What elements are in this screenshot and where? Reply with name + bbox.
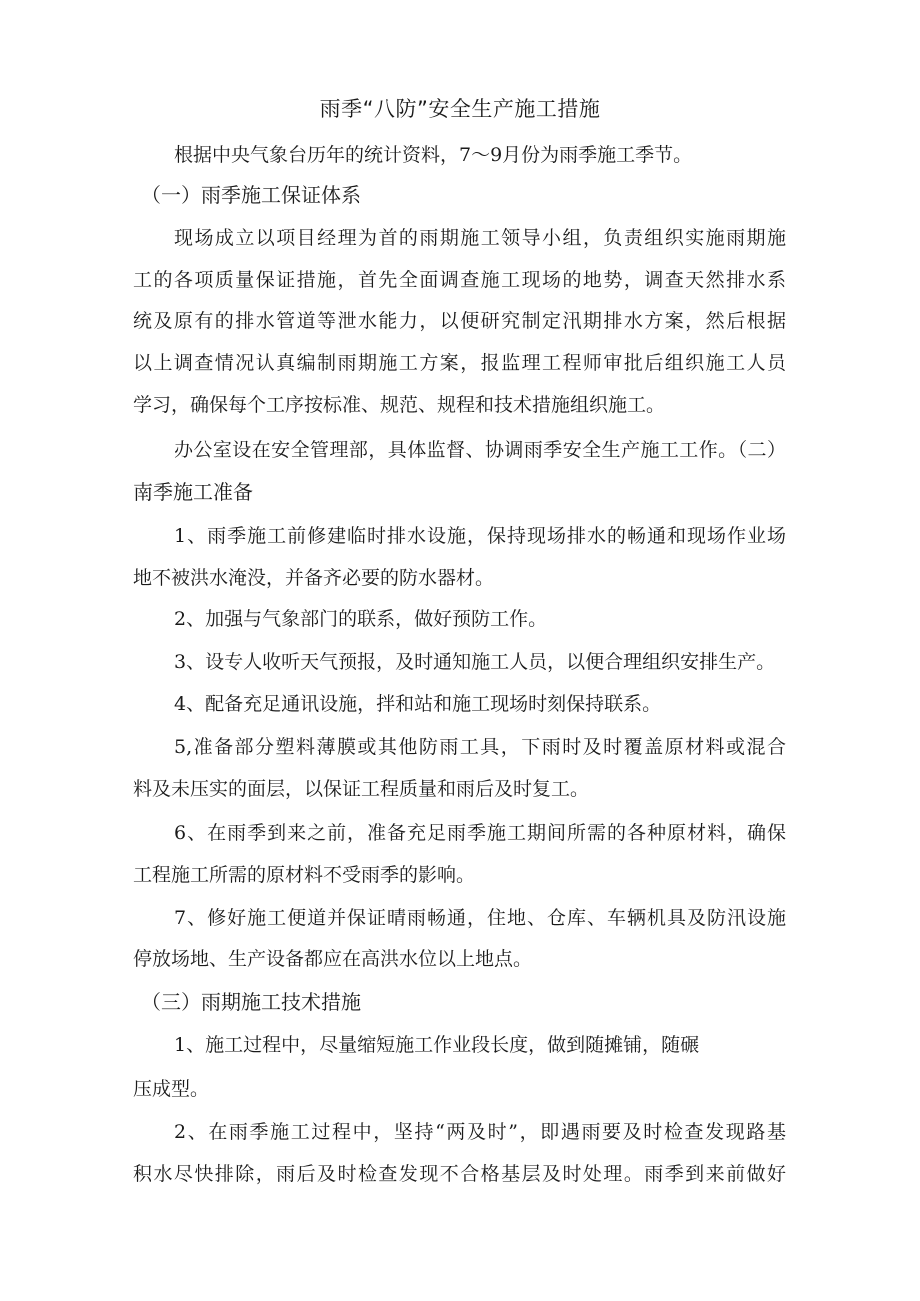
list-item: 6、在雨季到来之前，准备充足雨季施工期间所需的各种原材料，确保: [174, 822, 786, 844]
list-item: 1、雨季施工前修建临时排水设施，保持现场排水的畅通和现场作业场: [174, 525, 786, 547]
list-item: 2、加强与气象部门的联系，做好预防工作。: [174, 608, 548, 630]
section-2-heading: 南季施工准备: [133, 480, 253, 504]
list-item-continuation: 停放场地、生产设备都应在高洪水位以上地点。: [133, 948, 533, 970]
list-item: 4、配备充足通讯设施，拌和站和施工现场时刻保持联系。: [174, 693, 662, 715]
list-item-continuation: 地不被洪水淹没，并备齐必要的防水器材。: [133, 567, 495, 589]
paragraph-line: 学习，确保每个工序按标准、规范、规程和技术措施组织施工。: [133, 394, 666, 416]
paragraph-line: 办公室设在安全管理部，具体监督、协调雨季安全生产施工工作。（二）: [174, 439, 786, 461]
list-item-continuation: 积水尽快排除，雨后及时检查发现不合格基层及时处理。雨季到来前做好: [133, 1163, 786, 1185]
paragraph-line: 以上调查情况认真编制雨期施工方案，报监理工程师审批后组织施工人员: [133, 352, 786, 374]
list-item-continuation: 压成型。: [133, 1078, 210, 1100]
list-item-continuation: 料及未压实的面层，以保证工程质量和雨后及时复工。: [133, 778, 590, 800]
list-item-continuation: 工程施工所需的原材料不受雨季的影响。: [133, 864, 476, 886]
paragraph-line: 工的各项质量保证措施，首先全面调查施工现场的地势，调查天然排水系: [133, 269, 786, 291]
paragraph-line: 现场成立以项目经理为首的雨期施工领导小组，负责组织实施雨期施: [174, 227, 786, 249]
list-item: 1、施工过程中，尽量缩短施工作业段长度，做到随摊铺，随碾: [174, 1034, 700, 1056]
paragraph-line: 统及原有的排水管道等泄水能力，以便研究制定汛期排水方案，然后根据: [133, 310, 786, 332]
document-title: 雨季“八防”安全生产施工措施: [319, 97, 601, 121]
section-3-heading: （三）雨期施工技术措施: [141, 990, 361, 1014]
list-item: 3、设专人收听天气预报，及时通知施工人员，以便合理组织安排生产。: [174, 651, 776, 673]
list-item: 5,准备部分塑料薄膜或其他防雨工具，下雨时及时覆盖原材料或混合: [174, 736, 786, 758]
list-item: 2、在雨季施工过程中，坚持“两及时”，即遇雨要及时检查发现路基: [174, 1121, 786, 1143]
list-item: 7、修好施工便道并保证晴雨畅通，住地、仓库、车辆机具及防汛设施: [174, 907, 786, 929]
intro-paragraph: 根据中央气象台历年的统计资料，7～9月份为雨季施工季节。: [174, 144, 693, 166]
section-1-heading: （一）雨季施工保证体系: [141, 183, 361, 207]
